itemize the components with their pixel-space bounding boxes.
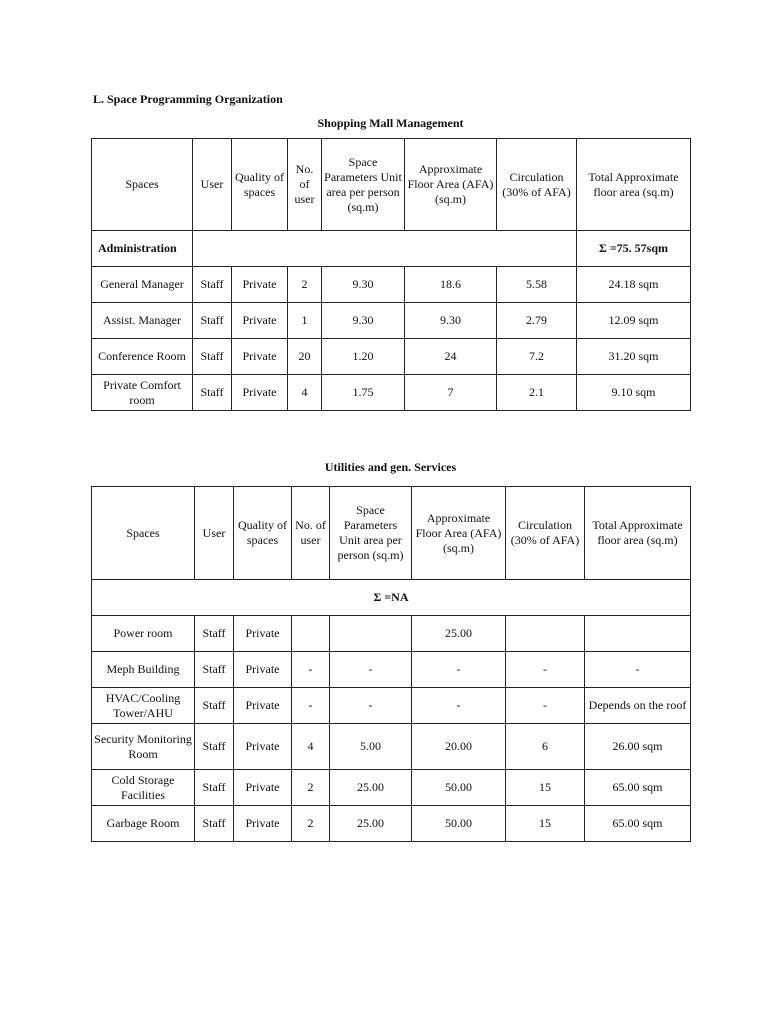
section-heading: L. Space Programming Organization	[93, 92, 283, 106]
section-row-administration	[92, 231, 691, 267]
cell-afa: -	[412, 688, 506, 724]
table-row	[92, 724, 691, 770]
cell-user: Staff	[193, 303, 232, 339]
cell-circ: 2.79	[497, 303, 577, 339]
cell-user: Staff	[195, 616, 234, 652]
cell-afa: 18.6	[405, 267, 497, 303]
cell-total: 26.00 sqm	[585, 724, 691, 770]
table-row	[92, 375, 691, 411]
cell-space: Cold Storage Facilities	[92, 770, 195, 806]
col-header-spaces: Spaces	[92, 139, 193, 231]
cell-space: Power room	[92, 616, 195, 652]
col-header-user: User	[193, 139, 232, 231]
col-header-total: Total Approximate floor area (sq.m)	[585, 487, 691, 580]
col-header-space-parameters: Space Parameters Unit area per person (sq.m)	[330, 487, 412, 580]
cell-no	[292, 616, 330, 652]
shopping-mall-management-table	[91, 138, 691, 411]
col-header-spaces: Spaces	[92, 487, 195, 580]
cell-user: Staff	[193, 339, 232, 375]
col-header-total: Total Approximate floor area (sq.m)	[577, 139, 691, 231]
cell-space: General Manager	[92, 267, 193, 303]
cell-afa: 25.00	[412, 616, 506, 652]
cell-user: Staff	[195, 770, 234, 806]
cell-space: Garbage Room	[92, 806, 195, 842]
cell-afa: 9.30	[405, 303, 497, 339]
cell-quality: Private	[234, 806, 292, 842]
cell-circ: 7.2	[497, 339, 577, 375]
cell-user: Staff	[195, 652, 234, 688]
cell-total: -	[585, 652, 691, 688]
cell-unit: 9.30	[322, 303, 405, 339]
table-row	[92, 616, 691, 652]
cell-total: 24.18 sqm	[577, 267, 691, 303]
cell-unit: 1.20	[322, 339, 405, 375]
cell-afa: 50.00	[412, 770, 506, 806]
cell-unit: 9.30	[322, 267, 405, 303]
cell-unit: 25.00	[330, 770, 412, 806]
table-row	[92, 652, 691, 688]
cell-circ: 15	[506, 770, 585, 806]
cell-unit: 25.00	[330, 806, 412, 842]
table-caption-shopping-mall: Shopping Mall Management	[317, 116, 464, 130]
cell-unit: 1.75	[322, 375, 405, 411]
section-row-total	[92, 580, 691, 616]
cell-no: -	[292, 652, 330, 688]
col-header-no-of-user: No. of user	[288, 139, 322, 231]
cell-space: Assist. Manager	[92, 303, 193, 339]
section-label: Administration	[92, 231, 193, 267]
cell-space: Security Monitoring Room	[92, 724, 195, 770]
cell-no: 2	[292, 806, 330, 842]
cell-no: 4	[292, 724, 330, 770]
cell-afa: 7	[405, 375, 497, 411]
col-header-afa: Approximate Floor Area (AFA)(sq.m)	[405, 139, 497, 231]
cell-unit	[330, 616, 412, 652]
cell-no: 20	[288, 339, 322, 375]
col-header-circulation: Circulation (30% of AFA)	[506, 487, 585, 580]
cell-unit: -	[330, 652, 412, 688]
cell-quality: Private	[232, 375, 288, 411]
cell-space: HVAC/Cooling Tower/AHU	[92, 688, 195, 724]
cell-total: 12.09 sqm	[577, 303, 691, 339]
table-caption-utilities: Utilities and gen. Services	[324, 460, 457, 474]
utilities-services-table	[91, 486, 691, 842]
cell-no: 2	[292, 770, 330, 806]
cell-no: -	[292, 688, 330, 724]
cell-quality: Private	[232, 303, 288, 339]
table-row	[92, 688, 691, 724]
cell-space: Conference Room	[92, 339, 193, 375]
cell-quality: Private	[234, 724, 292, 770]
cell-user: Staff	[193, 375, 232, 411]
cell-circ: -	[506, 688, 585, 724]
table-header-row	[92, 139, 691, 231]
cell-afa: 20.00	[412, 724, 506, 770]
cell-total: 9.10 sqm	[577, 375, 691, 411]
cell-quality: Private	[234, 616, 292, 652]
cell-afa: -	[412, 652, 506, 688]
cell-total: 31.20 sqm	[577, 339, 691, 375]
cell-total: Depends on the roof	[585, 688, 691, 724]
table-row	[92, 339, 691, 375]
col-header-circulation: Circulation (30% of AFA)	[497, 139, 577, 231]
cell-user: Staff	[195, 688, 234, 724]
cell-circ: 15	[506, 806, 585, 842]
cell-no: 2	[288, 267, 322, 303]
cell-no: 4	[288, 375, 322, 411]
cell-no: 1	[288, 303, 322, 339]
cell-quality: Private	[232, 267, 288, 303]
col-header-quality: Quality of spaces	[232, 139, 288, 231]
col-header-no-of-user: No. of user	[292, 487, 330, 580]
section-total: Σ =75. 57sqm	[577, 231, 691, 267]
cell-circ: -	[506, 652, 585, 688]
cell-quality: Private	[234, 688, 292, 724]
cell-total	[585, 616, 691, 652]
table-row	[92, 303, 691, 339]
cell-user: Staff	[195, 806, 234, 842]
cell-unit: 5.00	[330, 724, 412, 770]
cell-user: Staff	[193, 267, 232, 303]
cell-quality: Private	[234, 652, 292, 688]
col-header-quality: Quality of spaces	[234, 487, 292, 580]
table-row	[92, 267, 691, 303]
section-spacer	[193, 231, 577, 267]
cell-afa: 50.00	[412, 806, 506, 842]
cell-afa: 24	[405, 339, 497, 375]
cell-total: 65.00 sqm	[585, 806, 691, 842]
cell-quality: Private	[234, 770, 292, 806]
cell-circ: 5.58	[497, 267, 577, 303]
cell-total: 65.00 sqm	[585, 770, 691, 806]
cell-space: Private Comfort room	[92, 375, 193, 411]
col-header-space-parameters: Space Parameters Unit area per person (sq.m)	[322, 139, 405, 231]
col-header-afa: Approximate Floor Area (AFA)(sq.m)	[412, 487, 506, 580]
cell-quality: Private	[232, 339, 288, 375]
table-row	[92, 770, 691, 806]
col-header-user: User	[195, 487, 234, 580]
cell-circ: 6	[506, 724, 585, 770]
table-header-row	[92, 487, 691, 580]
cell-unit: -	[330, 688, 412, 724]
cell-circ	[506, 616, 585, 652]
cell-space: Meph Building	[92, 652, 195, 688]
table-row	[92, 806, 691, 842]
cell-circ: 2.1	[497, 375, 577, 411]
cell-user: Staff	[195, 724, 234, 770]
section-total: Σ =NA	[92, 580, 691, 616]
